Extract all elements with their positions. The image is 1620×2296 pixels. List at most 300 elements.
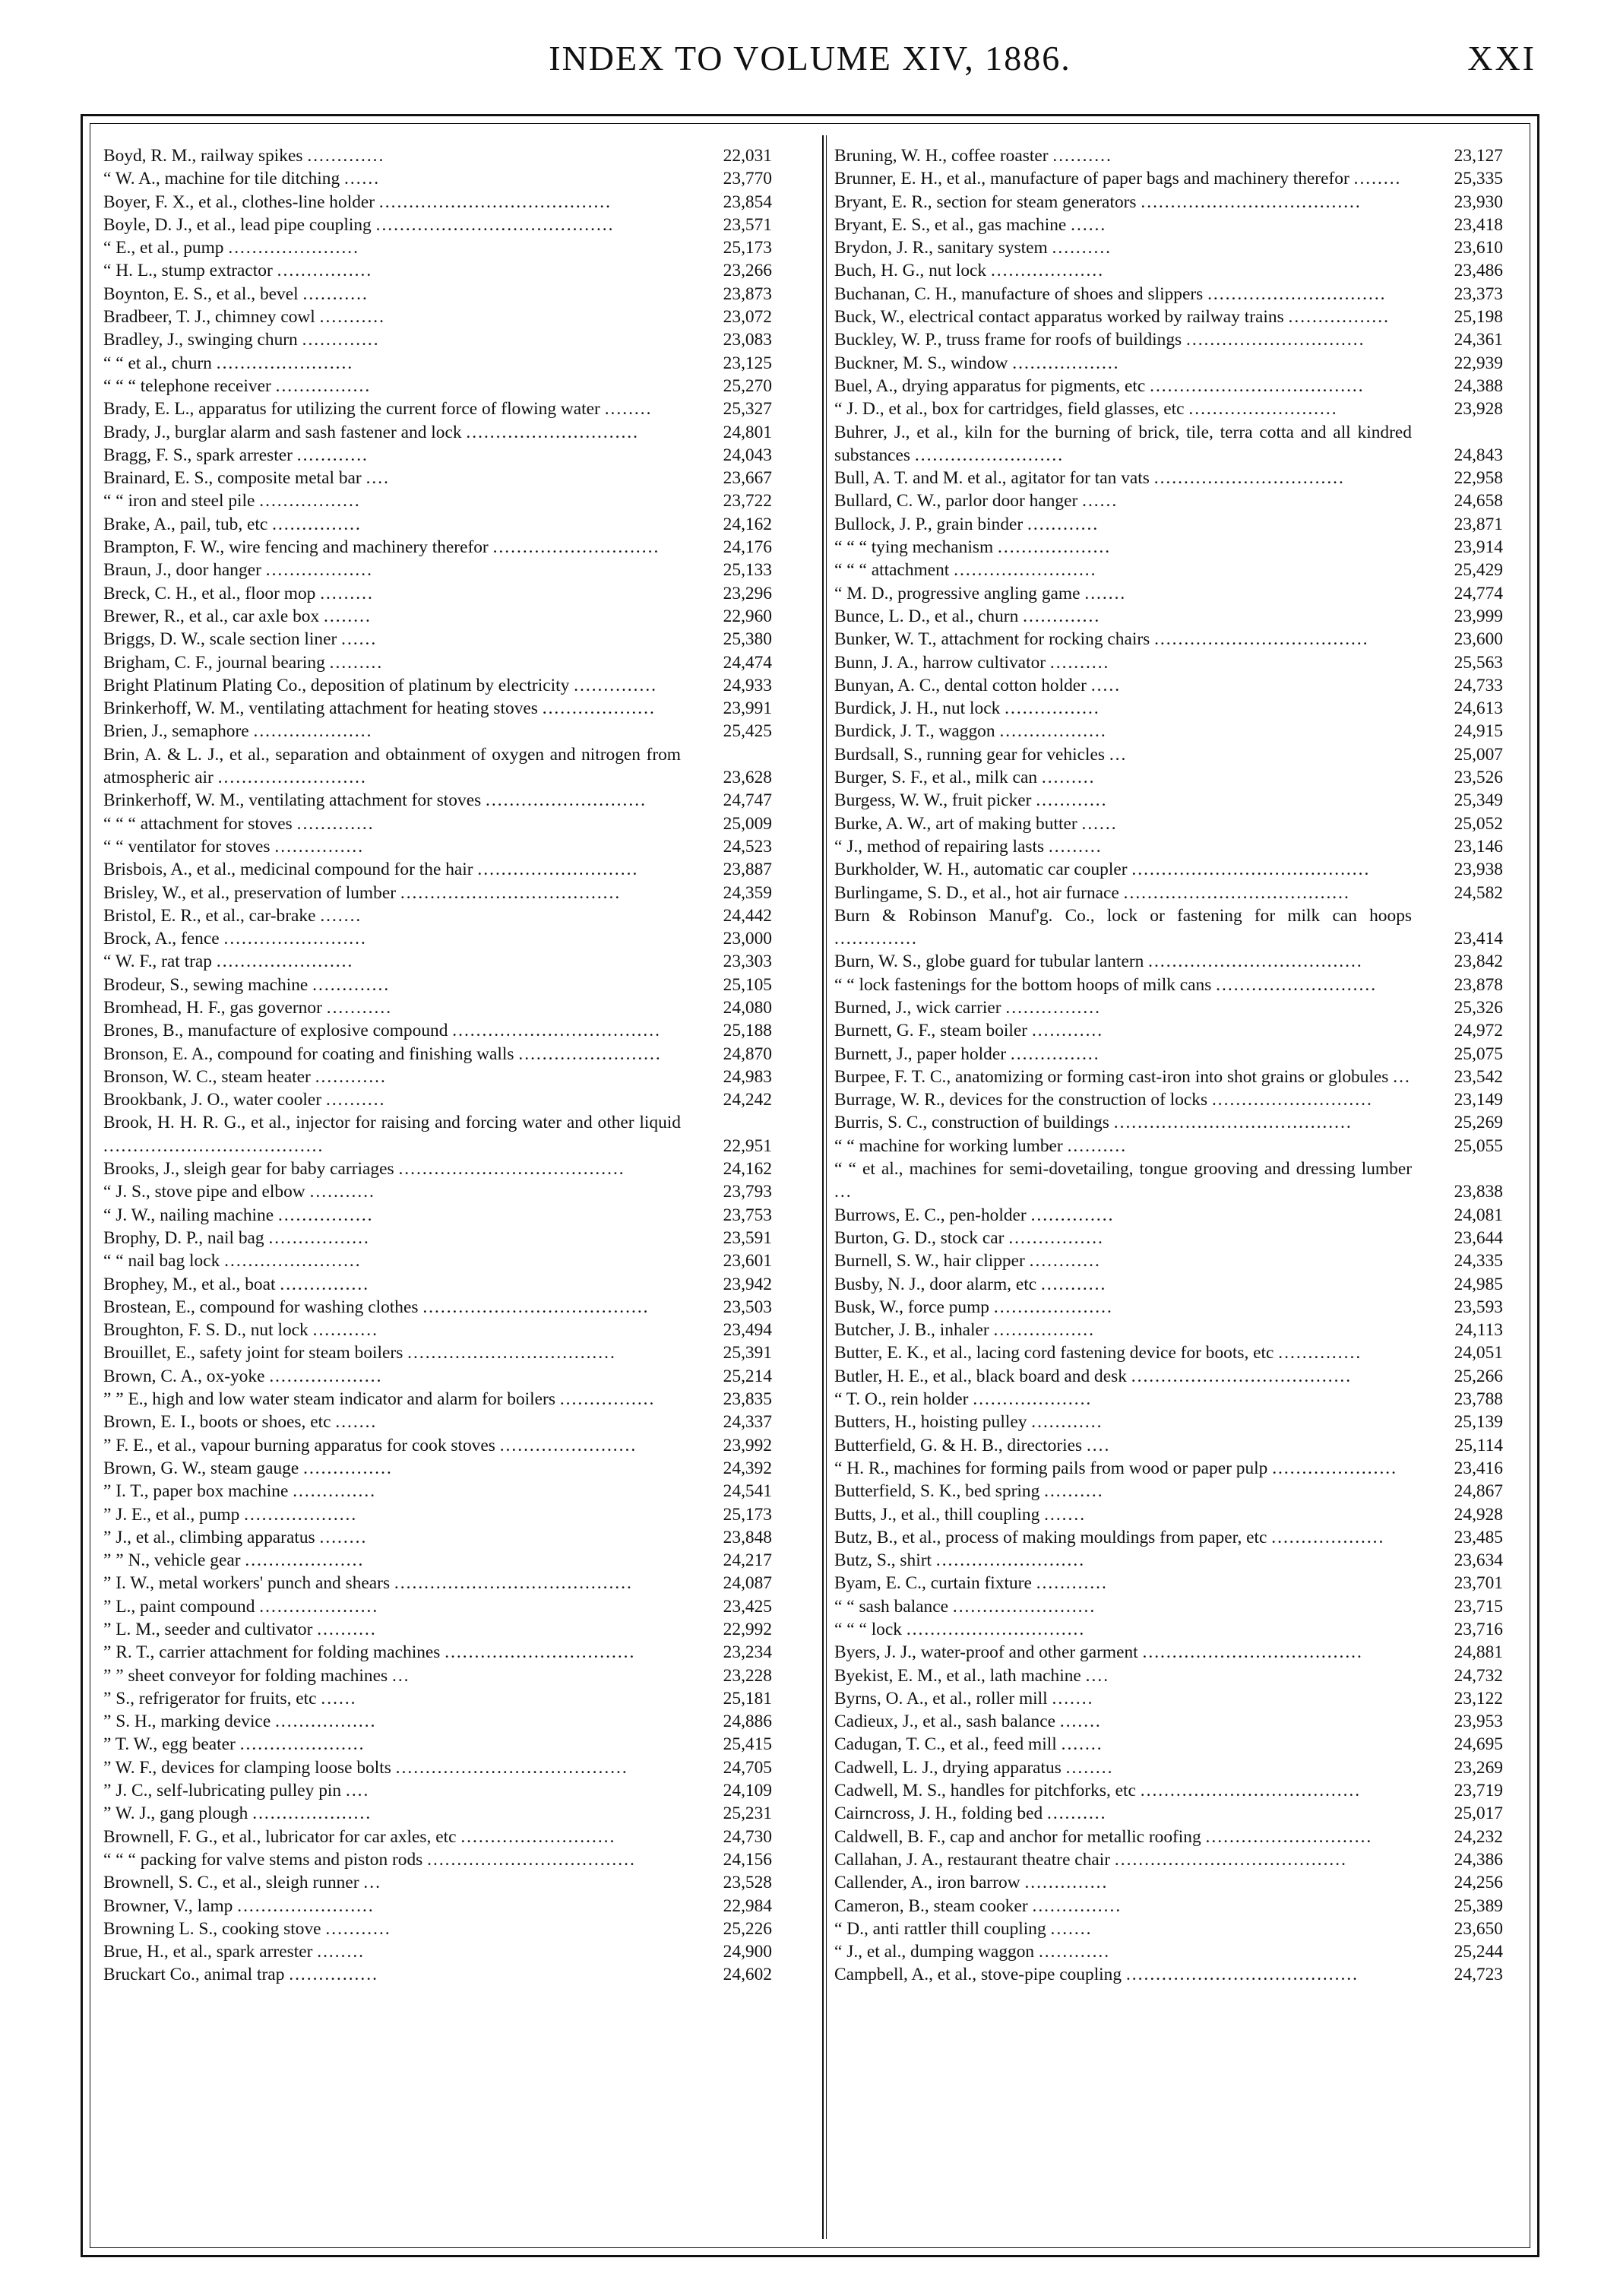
dot-leader: ....................... bbox=[224, 1251, 362, 1272]
patent-number: 23,716 bbox=[1454, 1620, 1503, 1639]
dot-leader: ........ bbox=[319, 1527, 368, 1547]
patent-number: 23,503 bbox=[723, 1297, 772, 1317]
index-entry bbox=[103, 259, 772, 282]
patent-number: 24,523 bbox=[723, 836, 772, 857]
dot-leader: ................. bbox=[275, 1712, 377, 1732]
dot-leader: ............................ bbox=[492, 537, 660, 558]
index-entry-text: Burke, A. W., art of making butter ...... bbox=[834, 813, 1118, 834]
index-entry-text: Boyer, F. X., et al., clothes-line holder ....................................... bbox=[103, 192, 612, 212]
dot-leader: ........................... bbox=[1211, 1090, 1373, 1110]
dot-leader: ......... bbox=[329, 652, 384, 673]
patent-number: 23,878 bbox=[1454, 974, 1503, 995]
patent-number: 25,429 bbox=[1454, 560, 1503, 581]
dot-leader: ................. bbox=[268, 1227, 370, 1248]
index-entry-text: Brown, C. A., ox-yoke ................... bbox=[103, 1366, 383, 1386]
patent-number: 24,915 bbox=[1454, 721, 1503, 742]
index-entry bbox=[103, 996, 772, 1019]
index-entry bbox=[834, 559, 1503, 581]
patent-number: 22,951 bbox=[723, 1135, 772, 1156]
dot-leader: ........... bbox=[326, 997, 393, 1018]
dot-leader: ........................................ bbox=[394, 1573, 633, 1594]
index-entry bbox=[103, 144, 772, 167]
index-entry-text: Bunker, W. T., attachment for rocking chairs .................................... bbox=[834, 629, 1369, 650]
patent-number: 25,326 bbox=[1454, 997, 1503, 1018]
index-entry-text: Burris, S. C., construction of buildings ........................................ bbox=[834, 1113, 1353, 1133]
index-entry-text: Brock, A., fence ........................ bbox=[103, 929, 367, 949]
index-entry-text: Buckley, W. P., truss frame for roofs of buildings .............................. bbox=[834, 330, 1365, 350]
index-entry bbox=[834, 1503, 1503, 1526]
index-entry bbox=[834, 1019, 1503, 1042]
patent-number: 24,723 bbox=[1454, 1965, 1503, 1985]
dot-leader: ................. bbox=[1288, 307, 1390, 328]
dot-leader: ................................ bbox=[1153, 468, 1345, 489]
index-entry-text: Buch, H. G., nut lock ................... bbox=[834, 261, 1105, 281]
patent-number: 23,571 bbox=[723, 214, 772, 235]
index-entry bbox=[103, 697, 772, 720]
patent-number: 23,838 bbox=[1454, 1182, 1503, 1202]
index-entry-text: Cadieux, J., et al., sash balance ....... bbox=[834, 1712, 1102, 1732]
index-entry-text: Bunyan, A. C., dental cotton holder ..... bbox=[834, 675, 1122, 695]
dot-leader: ............. bbox=[307, 146, 385, 166]
dot-leader: ................ bbox=[559, 1389, 656, 1410]
index-entry-text: Bromhead, H. F., gas governor ........... bbox=[103, 997, 393, 1018]
dot-leader: ............ bbox=[296, 445, 369, 465]
dot-leader: ............................. bbox=[466, 422, 639, 442]
index-entry bbox=[103, 1341, 772, 1364]
patent-number: 25,327 bbox=[723, 399, 772, 420]
dot-leader: .............. bbox=[1278, 1343, 1362, 1363]
patent-number: 23,753 bbox=[723, 1205, 772, 1225]
dot-leader: .................... bbox=[993, 1297, 1113, 1317]
patent-number: 23,634 bbox=[1454, 1550, 1503, 1571]
index-entry bbox=[834, 236, 1503, 259]
dot-leader: ................ bbox=[1008, 1227, 1104, 1248]
index-entry bbox=[834, 1641, 1503, 1664]
patent-number: 25,017 bbox=[1454, 1804, 1503, 1824]
index-entry-text: Brinkerhoff, W. M., ventilating attachment for stoves ........................... bbox=[103, 790, 647, 811]
dot-leader: ....... bbox=[1050, 1918, 1093, 1939]
patent-number: 25,425 bbox=[723, 721, 772, 742]
index-entry-text: Burger, S. F., et al., milk can ......... bbox=[834, 768, 1096, 788]
patent-number: 24,256 bbox=[1454, 1873, 1503, 1893]
dot-leader: .............................. bbox=[906, 1620, 1086, 1639]
patent-number: 23,600 bbox=[1454, 629, 1503, 650]
patent-number: 23,991 bbox=[723, 698, 772, 719]
patent-number: 24,843 bbox=[1454, 445, 1503, 465]
index-entry bbox=[834, 1388, 1503, 1411]
dot-leader: ............ bbox=[1031, 1412, 1103, 1433]
patent-number: 25,173 bbox=[723, 1504, 772, 1525]
dot-leader: .................... bbox=[252, 1804, 372, 1824]
index-entry bbox=[103, 1227, 772, 1249]
index-entry-text: Browner, V., lamp ....................... bbox=[103, 1895, 375, 1916]
patent-number: 23,715 bbox=[1454, 1596, 1503, 1617]
dot-leader: .... bbox=[1086, 1435, 1111, 1455]
index-entry-text: Cameron, B., steam cooker ............... bbox=[834, 1895, 1122, 1916]
dot-leader: ........... bbox=[319, 307, 385, 328]
index-entry-text: Brin, A. & L. J., et al., separation and obtainment of oxygen and nitrogen from atmospheric air ......................... bbox=[103, 744, 681, 788]
index-entry bbox=[103, 628, 772, 651]
patent-number: 23,373 bbox=[1454, 283, 1503, 304]
dot-leader: ............... bbox=[280, 1274, 370, 1294]
index-entry-text: ” F. E., et al., vapour burning apparatus for cook stoves ....................... bbox=[103, 1435, 638, 1455]
dot-leader: .......... bbox=[1049, 652, 1110, 673]
index-entry-text: Brook, H. H. R. G., et al., injector for raising and forcing water and other liquid ..................................... bbox=[103, 1113, 681, 1156]
patent-number: 24,705 bbox=[723, 1757, 772, 1778]
index-entry bbox=[103, 283, 772, 306]
dot-leader: ........................... bbox=[477, 860, 639, 880]
index-entry-text: Brainard, E. S., composite metal bar .... bbox=[103, 468, 390, 489]
patent-number: 23,992 bbox=[723, 1435, 772, 1455]
dot-leader: .......... bbox=[1044, 1481, 1104, 1502]
index-entry bbox=[103, 904, 772, 927]
index-entry bbox=[103, 1019, 772, 1042]
patent-number: 24,113 bbox=[1454, 1320, 1503, 1341]
patent-number: 25,114 bbox=[1454, 1435, 1503, 1455]
dot-leader: .............. bbox=[834, 929, 918, 949]
dot-leader: ..................................... bbox=[1141, 192, 1362, 212]
index-entry bbox=[834, 974, 1503, 996]
dot-leader: .................................... bbox=[1148, 952, 1363, 972]
index-entry bbox=[834, 536, 1503, 559]
patent-number: 24,870 bbox=[723, 1043, 772, 1064]
dot-leader: ................ bbox=[1005, 997, 1101, 1018]
index-entry-text: Brouillet, E., safety joint for steam boilers ................................... bbox=[103, 1343, 616, 1363]
dot-leader: ... bbox=[1393, 1066, 1411, 1087]
index-entry-text: Brigham, C. F., journal bearing ......... bbox=[103, 652, 384, 673]
index-entry-text: Brones, B., manufacture of explosive compound ................................... bbox=[103, 1021, 661, 1041]
dot-leader: ................ bbox=[277, 1205, 374, 1225]
dot-leader: ................. bbox=[259, 491, 361, 511]
index-entry-text: Burned, J., wick carrier ................ bbox=[834, 997, 1101, 1018]
dot-leader: ........... bbox=[302, 283, 369, 304]
index-entry bbox=[103, 1503, 772, 1526]
dot-leader: ...................................... bbox=[1123, 882, 1350, 903]
index-entry bbox=[834, 1802, 1503, 1825]
patent-number: 24,156 bbox=[723, 1849, 772, 1870]
index-entry-text: Butts, J., et al., thill coupling ....... bbox=[834, 1504, 1087, 1525]
index-entry bbox=[834, 1341, 1503, 1364]
index-entry bbox=[834, 1227, 1503, 1249]
index-entry-text: Burdsall, S., running gear for vehicles ... bbox=[834, 744, 1128, 765]
patent-number: 24,733 bbox=[1454, 675, 1503, 695]
index-entry bbox=[834, 858, 1503, 881]
index-entry bbox=[103, 1871, 772, 1894]
patent-number: 24,613 bbox=[1454, 698, 1503, 719]
index-entry bbox=[103, 1480, 772, 1503]
index-entry-text: Cadugan, T. C., et al., feed mill ....... bbox=[834, 1734, 1103, 1755]
patent-number: 25,335 bbox=[1454, 169, 1503, 189]
index-entry bbox=[834, 1572, 1503, 1595]
index-entry-text: ” J. E., et al., pump ................... bbox=[103, 1504, 358, 1525]
index-entry-text: Bull, A. T. and M. et al., agitator for tan vats ................................ bbox=[834, 468, 1345, 489]
patent-number: 23,628 bbox=[723, 768, 772, 788]
index-entry bbox=[834, 1940, 1503, 1963]
patent-number: 22,031 bbox=[723, 146, 772, 166]
index-entry bbox=[103, 306, 772, 328]
patent-number: 23,722 bbox=[723, 491, 772, 511]
patent-number: 24,043 bbox=[723, 445, 772, 465]
patent-number: 25,244 bbox=[1454, 1942, 1503, 1962]
index-entry bbox=[103, 352, 772, 375]
dot-leader: ............... bbox=[274, 836, 365, 857]
dot-leader: ......... bbox=[320, 583, 374, 603]
patent-number: 23,873 bbox=[723, 283, 772, 304]
index-entry-text: “ “ “ telephone receiver ................ bbox=[103, 375, 372, 396]
dot-leader: ..................................... bbox=[1131, 1366, 1353, 1386]
index-entry bbox=[834, 1549, 1503, 1572]
index-entry bbox=[834, 397, 1503, 420]
index-entry bbox=[103, 812, 772, 835]
index-entry-text: Burpee, F. T. C., anatomizing or forming cast-iron into shot grains or globules ... bbox=[834, 1066, 1411, 1087]
patent-number: 23,914 bbox=[1454, 537, 1503, 558]
dot-leader: ......... bbox=[1041, 768, 1096, 788]
index-entry-text: Burgess, W. W., fruit picker ............ bbox=[834, 790, 1108, 811]
dot-leader: ....................................... bbox=[378, 192, 612, 212]
index-entry-text: Bryant, E. S., et al., gas machine ...... bbox=[834, 214, 1107, 235]
patent-number: 23,848 bbox=[723, 1527, 772, 1547]
dot-leader: ......................... bbox=[217, 768, 367, 788]
dot-leader: ...... bbox=[341, 629, 378, 650]
index-entry-text: “ “ et al., machines for semi-dovetailing, tongue grooving and dressing lumber ... bbox=[834, 1159, 1412, 1202]
index-entry bbox=[834, 375, 1503, 397]
dot-leader: ........................ bbox=[954, 560, 1097, 581]
index-entry-text: ” J., et al., climbing apparatus ........ bbox=[103, 1527, 368, 1547]
patent-number: 23,835 bbox=[723, 1389, 772, 1410]
index-entry bbox=[834, 1710, 1503, 1733]
index-entry-text: Brownell, F. G., et al., lubricator for car axles, etc .......................... bbox=[103, 1826, 616, 1847]
index-entry-text: “ “ lock fastenings for the bottom hoops of milk cans ........................... bbox=[834, 974, 1378, 995]
right-index-column bbox=[834, 144, 1503, 1987]
index-entry-text: Brisley, W., et al., preservation of lumber ..................................... bbox=[103, 882, 622, 903]
patent-number: 24,602 bbox=[723, 1965, 772, 1985]
index-entry-text: “ W. F., rat trap ....................... bbox=[103, 952, 354, 972]
index-entry bbox=[834, 191, 1503, 214]
index-entry-text: Butterfield, S. K., bed spring .......... bbox=[834, 1481, 1104, 1502]
index-entry-text: “ W. A., machine for tile ditching ...... bbox=[103, 169, 381, 189]
index-entry-text: Brue, H., et al., spark arrester ........ bbox=[103, 1942, 365, 1962]
dot-leader: ....................... bbox=[499, 1435, 638, 1455]
index-entry bbox=[834, 1526, 1503, 1549]
index-entry bbox=[103, 743, 772, 790]
patent-number: 23,303 bbox=[723, 952, 772, 972]
index-entry-text: Brake, A., pail, tub, etc ............... bbox=[103, 514, 362, 534]
index-entry-text: “ D., anti rattler thill coupling ....... bbox=[834, 1918, 1093, 1939]
index-entry-text: Callender, A., iron barrow .............. bbox=[834, 1873, 1109, 1893]
index-entry-text: Bryant, E. R., section for steam generators ..................................... bbox=[834, 192, 1362, 212]
index-entry-text: Burnell, S. W., hair clipper ............ bbox=[834, 1251, 1101, 1272]
patent-number: 24,337 bbox=[723, 1412, 772, 1433]
index-entry-text: Campbell, A., et al., stove-pipe coupling ....................................... bbox=[834, 1965, 1359, 1985]
index-entry-text: “ “ “ lock .............................. bbox=[834, 1620, 1086, 1639]
index-entry-text: Burrows, E. C., pen-holder .............. bbox=[834, 1205, 1115, 1225]
patent-number: 24,658 bbox=[1454, 491, 1503, 511]
dot-leader: .............. bbox=[574, 675, 658, 695]
index-entry bbox=[834, 306, 1503, 328]
patent-number: 23,593 bbox=[1454, 1297, 1503, 1317]
index-entry bbox=[834, 628, 1503, 651]
index-entry-text: Burkholder, W. H., automatic car coupler ........................................ bbox=[834, 860, 1371, 880]
index-entry bbox=[834, 1204, 1503, 1227]
index-entry-text: ” T. W., egg beater ..................... bbox=[103, 1734, 365, 1755]
patent-number: 23,788 bbox=[1454, 1389, 1503, 1410]
index-entry bbox=[103, 1826, 772, 1848]
index-entry bbox=[103, 513, 772, 536]
patent-number: 24,051 bbox=[1454, 1343, 1503, 1363]
patent-number: 23,122 bbox=[1454, 1688, 1503, 1709]
dot-leader: ...... bbox=[1071, 214, 1107, 235]
index-entry bbox=[103, 1918, 772, 1940]
index-entry-text: Brunner, E. H., et al., manufacture of paper bags and machinery therefor ........ bbox=[834, 169, 1402, 189]
index-entry bbox=[834, 1779, 1503, 1802]
index-entry bbox=[103, 1848, 772, 1871]
dot-leader: ................ bbox=[277, 261, 373, 281]
index-entry-text: Butz, B., et al., process of making mouldings from paper, etc ................... bbox=[834, 1527, 1385, 1547]
index-entry bbox=[103, 1434, 772, 1457]
dot-leader: ....... bbox=[320, 905, 362, 926]
dot-leader: .................. bbox=[1012, 353, 1120, 373]
index-entry-text: Brostean, E., compound for washing clothes ...................................... bbox=[103, 1297, 650, 1317]
column-divider-inner bbox=[826, 135, 827, 2239]
index-entry-text: Bronson, E. A., compound for coating and finishing walls ........................ bbox=[103, 1043, 662, 1064]
index-entry-text: Burn & Robinson Manuf'g. Co., lock or fastening for milk can hoops .............. bbox=[834, 905, 1412, 949]
dot-leader: ............ bbox=[315, 1066, 387, 1087]
index-entry-text: Byrns, O. A., et al., roller mill ....... bbox=[834, 1688, 1094, 1709]
dot-leader: ................... bbox=[244, 1504, 358, 1525]
index-entry bbox=[834, 1480, 1503, 1503]
patent-number: 25,380 bbox=[723, 629, 772, 650]
index-entry-text: “ T. O., rein holder .................... bbox=[834, 1389, 1093, 1410]
dot-leader: ................... bbox=[1271, 1527, 1385, 1547]
dot-leader: ................. bbox=[993, 1320, 1095, 1341]
index-entry-text: ” S. H., marking device ................. bbox=[103, 1712, 377, 1732]
dot-leader: .............. bbox=[1024, 1873, 1109, 1893]
index-entry bbox=[103, 1526, 772, 1549]
index-entry bbox=[834, 1135, 1503, 1158]
patent-number: 23,887 bbox=[723, 860, 772, 880]
dot-leader: .... bbox=[345, 1781, 370, 1801]
index-entry bbox=[834, 1871, 1503, 1894]
page-title: INDEX TO VOLUME XIV, 1886. bbox=[549, 39, 1071, 78]
patent-number: 24,730 bbox=[723, 1826, 772, 1847]
dot-leader: ....................................... bbox=[395, 1757, 628, 1778]
index-entry bbox=[103, 375, 772, 397]
index-entry bbox=[103, 674, 772, 697]
patent-number: 25,173 bbox=[723, 238, 772, 258]
dot-leader: ........ bbox=[1065, 1757, 1114, 1778]
patent-number: 23,000 bbox=[723, 929, 772, 949]
patent-number: 24,335 bbox=[1454, 1251, 1503, 1272]
index-entry bbox=[834, 1687, 1503, 1710]
dot-leader: ................... bbox=[998, 537, 1112, 558]
dot-leader: ..................................... bbox=[1142, 1642, 1363, 1663]
dot-leader: ..................... bbox=[239, 1734, 365, 1755]
index-entry bbox=[103, 467, 772, 489]
dot-leader: ........................ bbox=[952, 1596, 1096, 1617]
patent-number: 25,415 bbox=[723, 1734, 772, 1755]
patent-number: 23,930 bbox=[1454, 192, 1503, 212]
index-entry-text: Burdick, J. H., nut lock ................ bbox=[834, 698, 1100, 719]
dot-leader: .......... bbox=[1047, 1804, 1107, 1824]
dot-leader: ........................... bbox=[1216, 974, 1378, 995]
patent-number: 24,162 bbox=[723, 514, 772, 534]
dot-leader: ........... bbox=[312, 1320, 378, 1341]
index-entry bbox=[834, 1249, 1503, 1272]
index-entry-text: Butz, S., shirt ......................... bbox=[834, 1550, 1086, 1571]
index-entry bbox=[103, 1204, 772, 1227]
dot-leader: .......... bbox=[1052, 146, 1112, 166]
index-entry-text: Brisbois, A., et al., medicinal compound for the hair ........................... bbox=[103, 860, 639, 880]
index-entry-text: ” J. C., self-lubricating pulley pin .... bbox=[103, 1781, 370, 1801]
dot-leader: ............ bbox=[1038, 1942, 1111, 1962]
index-entry-text: Briggs, D. W., scale section liner ...... bbox=[103, 629, 378, 650]
index-entry-text: Burlingame, S. D., et al., hot air furnace ...................................... bbox=[834, 882, 1350, 903]
index-entry bbox=[834, 1618, 1503, 1641]
patent-number: 24,867 bbox=[1454, 1481, 1503, 1502]
index-entry-text: Brodeur, S., sewing machine ............. bbox=[103, 974, 391, 995]
index-entry bbox=[834, 1365, 1503, 1388]
index-entry bbox=[834, 1733, 1503, 1756]
index-entry bbox=[103, 1296, 772, 1319]
patent-number: 24,933 bbox=[723, 675, 772, 695]
index-entry-text: Burn, W. S., globe guard for tubular lantern .................................... bbox=[834, 952, 1363, 972]
index-entry bbox=[834, 352, 1503, 375]
index-entry-text: Buchanan, C. H., manufacture of shoes and slippers .............................. bbox=[834, 283, 1387, 304]
index-entry bbox=[103, 444, 772, 467]
patent-number: 22,984 bbox=[723, 1895, 772, 1916]
patent-number: 25,009 bbox=[723, 813, 772, 834]
patent-number: 25,133 bbox=[723, 560, 772, 581]
index-entry-text: “ M. D., progressive angling game ....... bbox=[834, 583, 1127, 603]
dot-leader: .............. bbox=[293, 1481, 377, 1502]
index-entry-text: “ J. W., nailing machine ................ bbox=[103, 1205, 374, 1225]
patent-number: 23,414 bbox=[1454, 929, 1503, 949]
index-entry bbox=[103, 1733, 772, 1756]
patent-number: 23,296 bbox=[723, 583, 772, 603]
dot-leader: ...................... bbox=[228, 238, 359, 258]
patent-number: 25,181 bbox=[723, 1688, 772, 1709]
index-entry bbox=[103, 489, 772, 512]
index-entry bbox=[103, 651, 772, 674]
patent-number: 24,928 bbox=[1454, 1504, 1503, 1525]
patent-number: 23,127 bbox=[1454, 146, 1503, 166]
index-entry-text: “ J., et al., dumping waggon ............ bbox=[834, 1942, 1111, 1962]
patent-number: 23,938 bbox=[1454, 860, 1503, 880]
dot-leader: ............................ bbox=[1205, 1826, 1373, 1847]
patent-number: 24,695 bbox=[1454, 1734, 1503, 1755]
patent-number: 24,983 bbox=[723, 1066, 772, 1087]
dot-leader: ......................... bbox=[914, 445, 1065, 465]
index-entry-text: Bruckart Co., animal trap ............... bbox=[103, 1965, 378, 1985]
index-entry-text: Brady, J., burglar alarm and sash fastener and lock ............................. bbox=[103, 422, 639, 442]
patent-number: 24,900 bbox=[723, 1942, 772, 1962]
index-entry bbox=[103, 882, 772, 904]
index-entry bbox=[834, 789, 1503, 812]
index-entry bbox=[834, 766, 1503, 789]
index-entry-text: Butcher, J. B., inhaler ................. bbox=[834, 1320, 1095, 1341]
dot-leader: ....................... bbox=[216, 952, 354, 972]
index-entry bbox=[103, 1756, 772, 1779]
index-entry bbox=[103, 536, 772, 559]
patent-number: 24,081 bbox=[1454, 1205, 1503, 1225]
dot-leader: ............ bbox=[1031, 1021, 1104, 1041]
patent-number: 24,774 bbox=[1454, 583, 1503, 603]
dot-leader: .................................... bbox=[1154, 629, 1369, 650]
dot-leader: .... bbox=[1085, 1665, 1110, 1686]
dot-leader: ....................................... bbox=[1125, 1965, 1359, 1985]
dot-leader: ............. bbox=[302, 330, 380, 350]
index-entry bbox=[103, 191, 772, 214]
